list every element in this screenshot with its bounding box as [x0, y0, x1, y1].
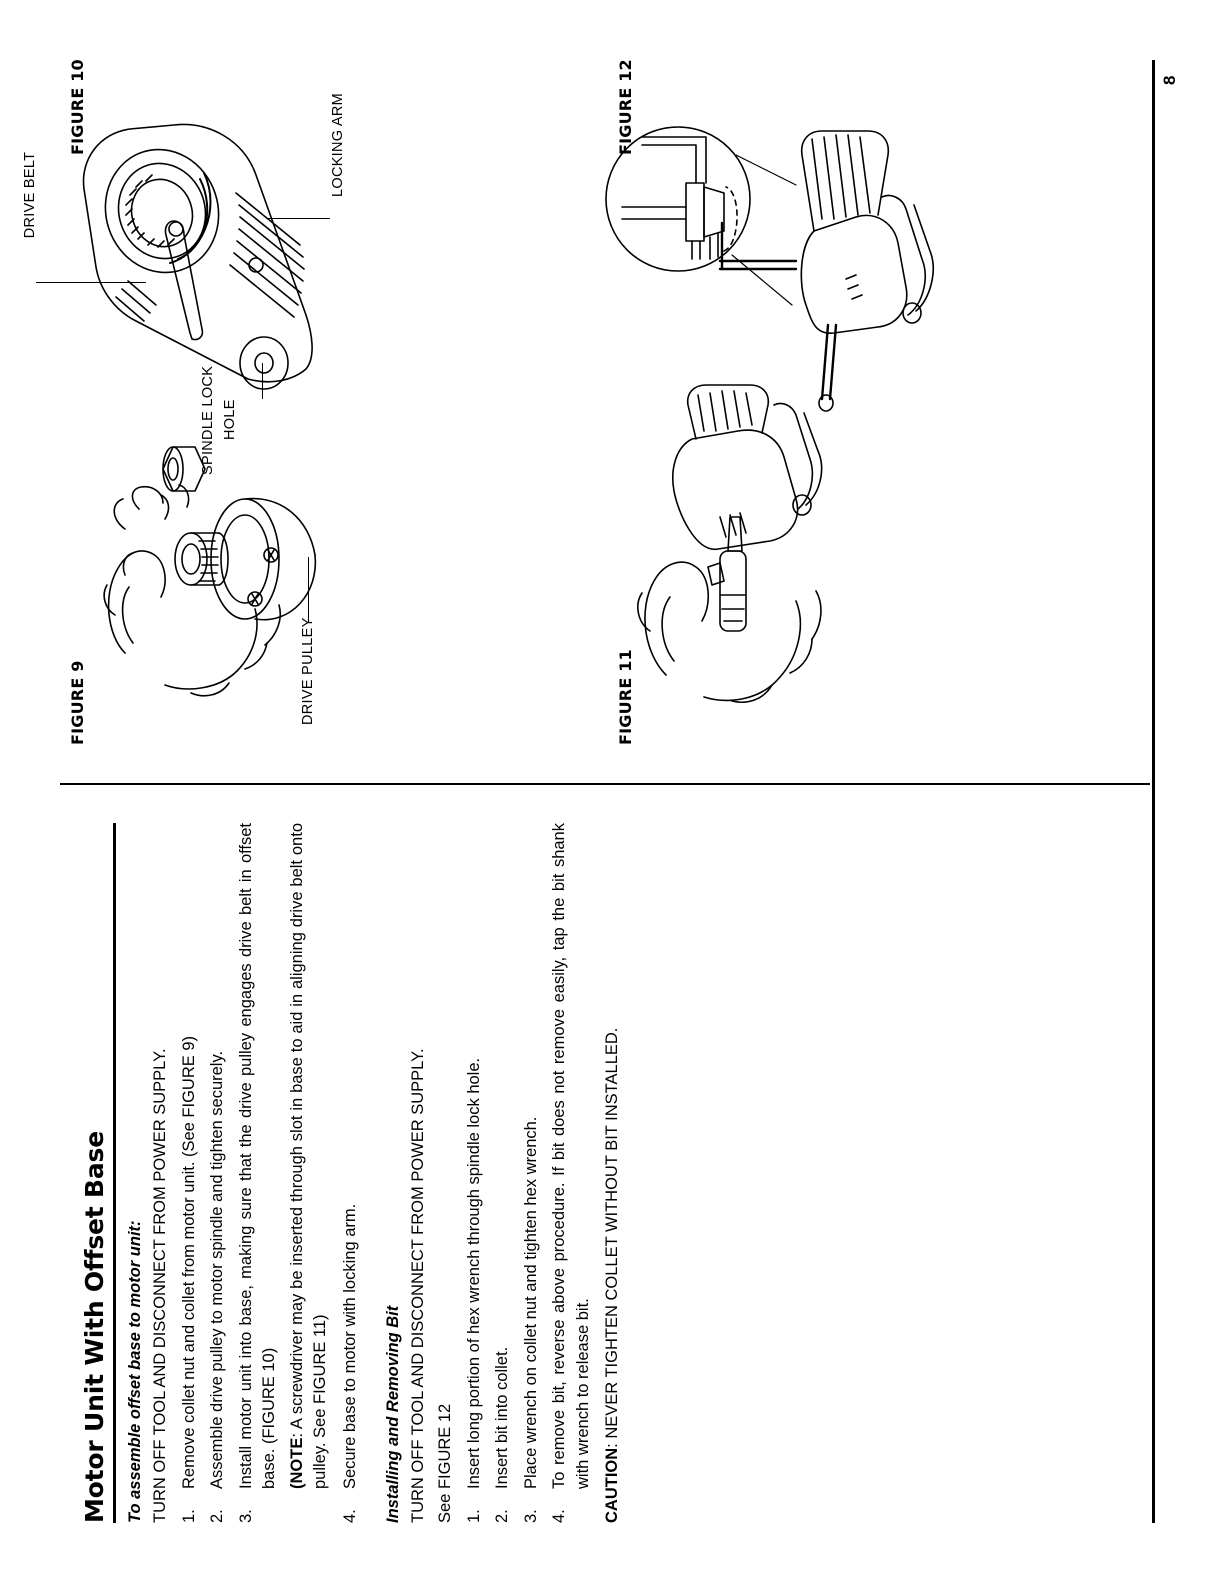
callout-spindle-lock: SPINDLE LOCK [200, 365, 216, 475]
step-number: 4. [340, 1509, 359, 1523]
figure-11-label: FIGURE 11 [616, 649, 635, 745]
subsection-heading-assemble: To assemble offset base to motor unit: [126, 1220, 144, 1523]
footer-divider [1152, 60, 1155, 1523]
callout-hole: HOLE [222, 399, 238, 440]
figure-10-label: FIGURE 10 [68, 59, 87, 155]
callout-drive-belt: DRIVE BELT [22, 151, 38, 239]
list-item [463, 823, 486, 1523]
page-title: Motor Unit With Offset Base [80, 1131, 109, 1523]
callout-drive-pulley: DRIVE PULLEY [300, 617, 316, 725]
text-column [80, 823, 622, 1523]
step-text: Assemble drive pulley to motor spindle and tighten securely. [208, 1050, 227, 1489]
step-text: Insert bit into collet. [493, 1346, 512, 1489]
step-text: Remove collet nut and collet from motor unit. (See FIGURE 9) [180, 1035, 198, 1489]
step-number: 2. [493, 1509, 512, 1523]
step-number: 1. [180, 1509, 198, 1523]
step-number: 3. [236, 1509, 255, 1523]
power-warning-1: TURN OFF TOOL AND DISCONNECT FROM POWER SUPPLY. [151, 1048, 169, 1523]
see-figure-reference: See FIGURE 12 [435, 1403, 454, 1523]
list-item [235, 823, 333, 1523]
step-text: Insert long portion of hex wrench through spindle lock hole. [464, 1057, 483, 1489]
list-item [339, 823, 362, 1523]
step-text: Secure base to motor with locking arm. [340, 1203, 359, 1489]
column-divider [60, 783, 1150, 785]
note-label: (NOTE [287, 1437, 306, 1489]
leader-line-drive-belt [36, 282, 146, 283]
figure-9-label: FIGURE 9 [68, 660, 87, 745]
page-number: 8 [1160, 75, 1179, 85]
list-item [206, 823, 229, 1523]
step-text: To remove bit, reverse above procedure. If bit does not remove easily, tap the bit shank with wrench to release bit. [550, 823, 592, 1489]
leader-line-drive-pulley [308, 557, 309, 623]
caution-text: : NEVER TIGHTEN COLLET WITHOUT BIT INSTALLED. [603, 1027, 622, 1448]
step-text: Place wrench on collet nut and tighten hex wrench. [521, 1116, 540, 1489]
note-text: : A screwdriver may be inserted through slot in base to aid in aligning drive belt onto pulley. See FIGURE 11) [287, 823, 330, 1489]
note-block [286, 823, 333, 1489]
list-item [548, 823, 595, 1523]
step-number: 4. [550, 1509, 569, 1523]
bit-steps-list [463, 823, 595, 1523]
step-text: Install motor unit into base, making sure that the drive pulley engages drive belt in offset base. (FIGURE 10) [236, 823, 279, 1489]
figure-12-label: FIGURE 12 [616, 59, 635, 155]
step-number: 3. [521, 1509, 540, 1523]
list-item [491, 823, 514, 1523]
leader-line-locking-arm [268, 218, 330, 219]
power-warning-2: TURN OFF TOOL AND DISCONNECT FROM POWER SUPPLY. [408, 1048, 427, 1523]
caution-label: CAUTION [603, 1447, 622, 1523]
leader-line-spindle-lock [262, 363, 263, 399]
caution-block [603, 823, 622, 1523]
figure-12-illustration [600, 85, 940, 455]
list-item [178, 823, 201, 1523]
step-number: 2. [208, 1509, 227, 1523]
assemble-steps-list [178, 823, 362, 1523]
callout-locking-arm: LOCKING ARM [330, 92, 346, 197]
list-item [520, 823, 543, 1523]
title-divider [113, 823, 116, 1523]
subsection-heading-bit: Installing and Removing Bit [383, 1305, 402, 1523]
step-number: 1. [464, 1509, 483, 1523]
